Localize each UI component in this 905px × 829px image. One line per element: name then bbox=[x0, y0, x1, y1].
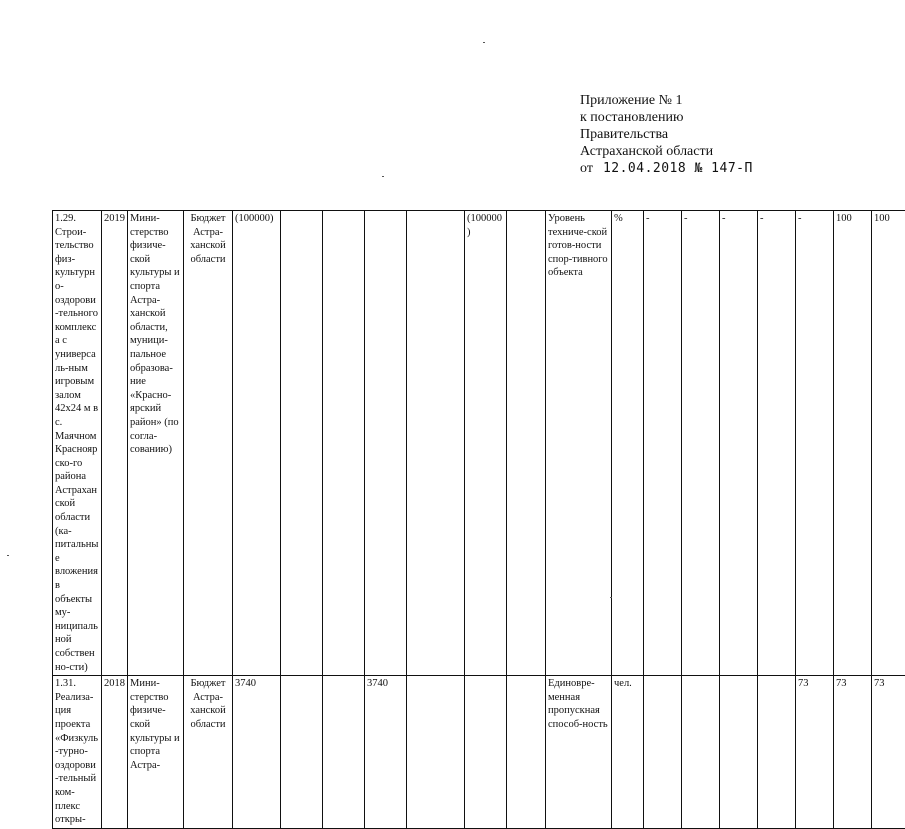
table-row bbox=[53, 676, 905, 829]
funding-cell bbox=[407, 211, 465, 676]
resolution-date bbox=[580, 160, 753, 177]
region-ref: Астраханской области bbox=[580, 143, 753, 160]
scan-speck bbox=[610, 597, 612, 598]
funding-total: (100000) bbox=[233, 211, 281, 676]
indicator-value: 73 bbox=[872, 676, 905, 829]
funding-cell: (100000) bbox=[465, 211, 507, 676]
funding-cell bbox=[465, 676, 507, 829]
measure-year: 2018 bbox=[102, 676, 128, 829]
funding-cell bbox=[407, 676, 465, 829]
program-table bbox=[52, 210, 905, 829]
government-ref: Правительства bbox=[580, 126, 753, 143]
indicator-value bbox=[758, 676, 796, 829]
indicator-unit: % bbox=[612, 211, 644, 676]
appendix-title: Приложение № 1 bbox=[580, 92, 753, 109]
scan-speck bbox=[382, 176, 384, 177]
indicator-value: - bbox=[644, 211, 682, 676]
scan-speck bbox=[483, 42, 485, 43]
funding-total: 3740 bbox=[233, 676, 281, 829]
measure-name: 1.31. Реализа-ция проекта «Физкуль-турно-оздорови-тельный ком-плекс откры- bbox=[53, 676, 102, 829]
funding-source: Бюджет Астра-ханской области bbox=[184, 211, 233, 676]
funding-cell bbox=[365, 211, 407, 676]
measure-executor: Мини-стерство физиче-ской культуры и спорта Астра-ханской области, муници-пальное образова-ние «Красно-ярский район» (по согла-сованию) bbox=[128, 211, 184, 676]
indicator-name: Единовре-менная пропускная способ-ность bbox=[546, 676, 612, 829]
indicator-value: - bbox=[796, 211, 834, 676]
funding-source: Бюджет Астра-ханской области bbox=[184, 676, 233, 829]
measure-name: 1.29. Строи-тельство физ-культурно-оздорови-тельного комплекса с универсаль-ным игровым залом 42х24 м в с. Маячном Красноярско-го района Астраханской области (ка-питальные вложения в объекты му-ниципальной собственно-сти) bbox=[53, 211, 102, 676]
measure-executor: Мини-стерство физиче-ской культуры и спорта Астра- bbox=[128, 676, 184, 829]
indicator-value: 100 bbox=[834, 211, 872, 676]
indicator-value: 73 bbox=[796, 676, 834, 829]
indicator-value bbox=[644, 676, 682, 829]
resolution-ref: к постановлению bbox=[580, 109, 753, 126]
funding-cell bbox=[281, 676, 323, 829]
indicator-value bbox=[682, 676, 720, 829]
funding-cell bbox=[507, 676, 546, 829]
date-number: 12.04.2018 № 147-П bbox=[603, 161, 753, 176]
indicator-value: - bbox=[682, 211, 720, 676]
date-prefix: от bbox=[580, 161, 593, 176]
funding-cell bbox=[281, 211, 323, 676]
indicator-value bbox=[720, 676, 758, 829]
appendix-header bbox=[580, 92, 753, 177]
table-row bbox=[53, 211, 905, 676]
funding-cell bbox=[507, 211, 546, 676]
funding-cell bbox=[323, 676, 365, 829]
indicator-value: 100 bbox=[872, 211, 905, 676]
indicator-name: Уровень техниче-ской готов-ности спор-тивного объекта bbox=[546, 211, 612, 676]
indicator-unit: чел. bbox=[612, 676, 644, 829]
indicator-value: - bbox=[758, 211, 796, 676]
scan-speck bbox=[7, 555, 9, 556]
measure-year: 2019 bbox=[102, 211, 128, 676]
indicator-value: 73 bbox=[834, 676, 872, 829]
funding-cell: 3740 bbox=[365, 676, 407, 829]
funding-cell bbox=[323, 211, 365, 676]
indicator-value: - bbox=[720, 211, 758, 676]
